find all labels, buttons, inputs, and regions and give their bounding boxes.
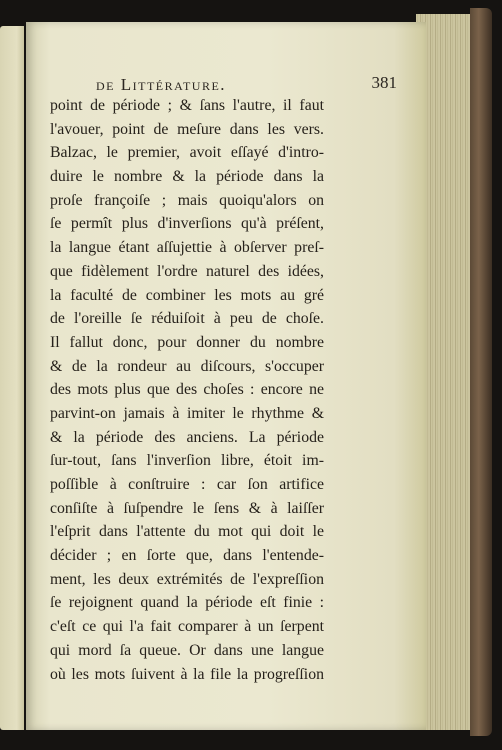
text-line: la faculté de combiner les mots au gré bbox=[50, 286, 324, 304]
page-number: 381 bbox=[371, 73, 397, 92]
text-line: conſiſte à ſuſpendre le ſens & à laiſſer bbox=[50, 499, 324, 517]
text-line: point de période ; & ſans l'autre, il faut bbox=[50, 97, 324, 114]
text-line: qui mord ſa queue. Or dans une langue bbox=[50, 641, 324, 659]
text-line: poſſible à conſtruire : car ſon artifice bbox=[50, 476, 324, 493]
text-line: c'eſt ce qui l'a fait comparer à un ſerpent bbox=[50, 618, 324, 636]
text-line: où les mots ſuivent à la file la progreſſion bbox=[50, 665, 324, 683]
text-line: duire le nombre & la période dans la bbox=[50, 168, 324, 186]
text-line: ſe rejoignent quand la période eſt finie : bbox=[50, 594, 324, 612]
text-line: Balzac, le premier, avoit eſſayé d'intro- bbox=[50, 144, 324, 162]
running-header: de Littérature. bbox=[96, 75, 227, 94]
text-line: décider ; en ſorte que, dans l'entende- bbox=[50, 547, 324, 565]
text-line: ſe permît plus d'inverſions qu'à préſent, bbox=[50, 215, 324, 233]
text-line: l'avouer, point de meſure dans les vers. bbox=[50, 120, 324, 138]
text-line: des mots plus que des choſes : encore ne bbox=[50, 381, 324, 399]
previous-page-edge bbox=[0, 26, 24, 730]
text-line: & de la rondeur au diſcours, s'occuper bbox=[50, 357, 324, 375]
text-line: de l'oreille ſe réduiſoit à peu de choſe. bbox=[50, 310, 324, 328]
text-line: que fidèlement l'ordre naturel des idées, bbox=[50, 262, 324, 280]
text-line: parvint-on jamais à imiter le rhythme & bbox=[50, 404, 324, 422]
book-cover-edge bbox=[470, 8, 492, 736]
text-line: l'eſprit dans l'attente du mot qui doit le bbox=[50, 523, 324, 541]
text-line: ſur-tout, ſans l'inverſion libre, étoit im- bbox=[50, 452, 324, 470]
page-body-text bbox=[50, 94, 324, 686]
text-line: & la période des anciens. La période bbox=[50, 428, 324, 446]
text-line: la langue étant aſſujettie à obſerver preſ- bbox=[50, 239, 324, 257]
text-line: ment, les deux extrémités de l'expreſſion bbox=[50, 570, 324, 588]
text-line: Il fallut donc, pour donner du nombre bbox=[50, 333, 324, 351]
text-line: proſe françoiſe ; mais quoiqu'alors on bbox=[50, 191, 324, 209]
